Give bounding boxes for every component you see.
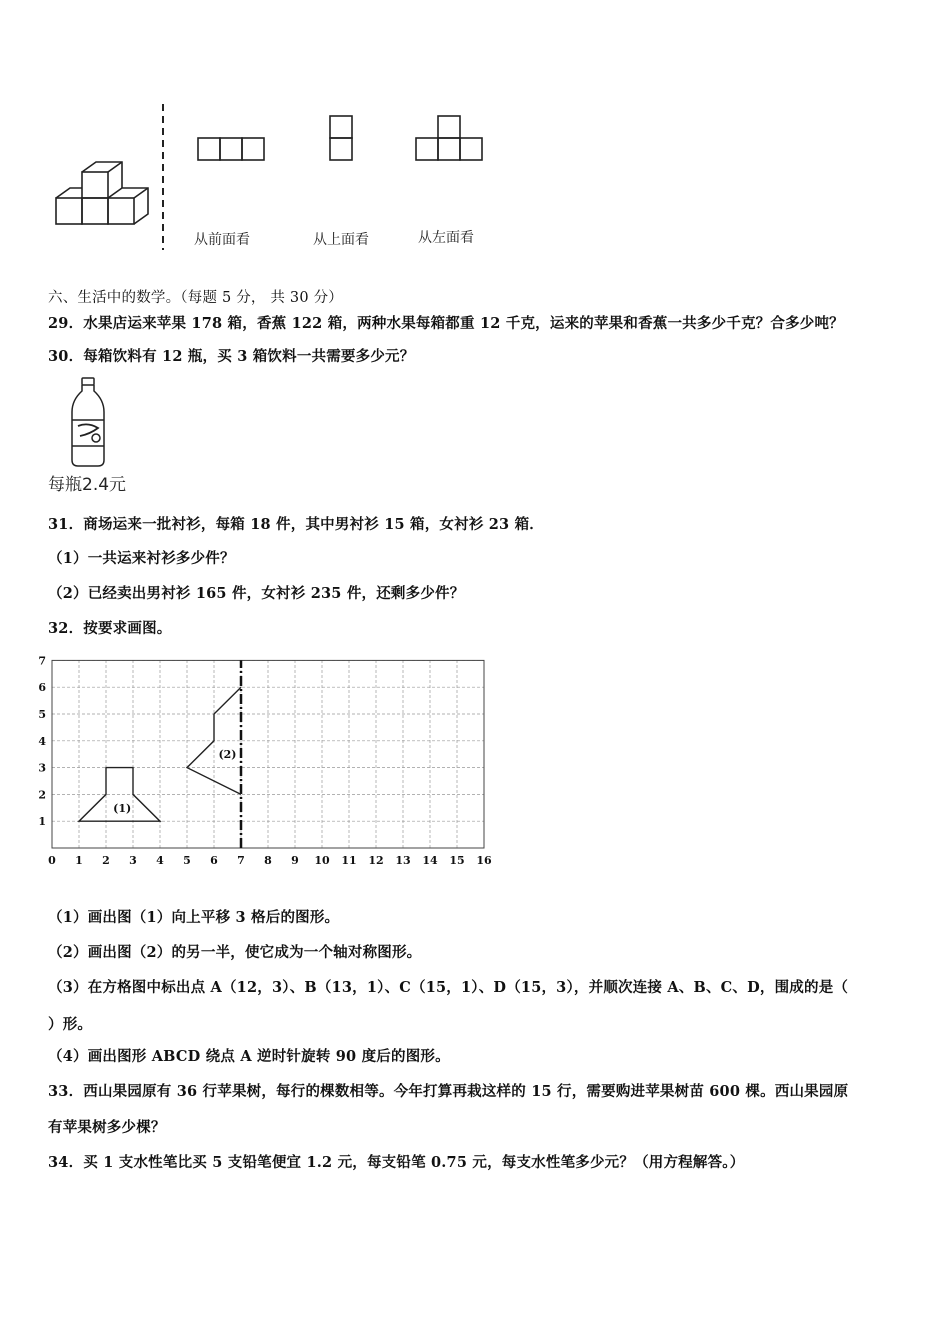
question-32: 32．按要求画图。 — [48, 620, 172, 637]
question-33-line1: 33．西山果园原有 36 行苹果树，每行的棵数相等。今年打算再栽这样的 15 行，需要购进苹果树苗 600 棵。西山果园原 — [48, 1083, 849, 1100]
question-31-sub1: （1）一共运来衬衫多少件？ — [48, 550, 235, 567]
question-31: 31．商场运来一批衬衫，每箱 18 件，其中男衬衫 15 箱，女衬衫 23 箱． — [48, 516, 544, 533]
question-32-sub2: （2）画出图（2）的另一半，使它成为一个轴对称图形。 — [48, 944, 422, 961]
y-tick-label: 5 — [38, 708, 46, 721]
y-tick-label: 1 — [38, 815, 46, 829]
x-tick-label: 7 — [237, 854, 245, 867]
left-view-square — [438, 116, 460, 138]
question-29: 29．水果店运来苹果 178 箱，香蕉 122 箱，两种水果每箱都重 12 千克，运来的苹果和香蕉一共多少千克？合多少吨？ — [48, 315, 844, 332]
x-tick-label: 9 — [291, 854, 299, 867]
cube-bottom-left-front — [56, 198, 82, 224]
x-tick-label: 4 — [156, 854, 164, 867]
top-view-square — [330, 116, 352, 138]
cube-top-front — [82, 172, 108, 198]
question-32-sub3-line1: （3）在方格图中标出点 A（12，3）、B（13，1）、C（15，1）、D（15，3），并顺次连接 A、B、C、D，围成的是（ — [48, 979, 849, 996]
cube-bottom-mid-front — [82, 198, 108, 224]
left-view-square — [438, 138, 460, 160]
bottle-icon — [60, 376, 150, 472]
x-tick-label: 12 — [368, 854, 384, 867]
x-tick-label: 2 — [102, 854, 110, 867]
y-tick-label: 6 — [38, 681, 46, 695]
bottle-illustration — [60, 376, 150, 472]
x-tick-label: 6 — [210, 854, 218, 867]
shape-label-1: (1) — [113, 801, 132, 815]
x-tick-label: 13 — [395, 854, 411, 867]
x-tick-label: 11 — [341, 854, 357, 867]
question-32-sub4: （4）画出图形 ABCD 绕点 A 逆时针旋转 90 度后的图形。 — [48, 1048, 450, 1065]
question-33-line2: 有苹果树多少棵？ — [48, 1119, 166, 1136]
left-view-caption: 从左面看 — [418, 230, 474, 246]
section-heading: 六、生活中的数学。（每题 5 分， 共 30 分） — [48, 290, 343, 306]
grid-chart — [40, 648, 520, 874]
y-tick-label: 2 — [38, 788, 46, 802]
y-tick-label: 4 — [38, 734, 46, 748]
question-34: 34．买 1 支水性笔比买 5 支铅笔便宜 1.2 元，每支铅笔 0.75 元，每支水性笔多少元？（用方程解答。） — [48, 1154, 745, 1171]
top-view-caption: 从上面看 — [313, 232, 369, 248]
front-view-square — [242, 138, 264, 160]
x-tick-label: 8 — [264, 854, 272, 867]
x-tick-label: 14 — [422, 854, 438, 867]
x-tick-label: 15 — [449, 854, 465, 867]
x-tick-label: 3 — [129, 854, 137, 867]
y-tick-label: 7 — [38, 654, 46, 668]
x-tick-label: 10 — [314, 854, 330, 867]
question-31-sub2: （2）已经卖出男衬衫 165 件，女衬衫 235 件，还剩多少件？ — [48, 585, 465, 602]
cube-bottom-right-front — [108, 198, 134, 224]
left-view-square — [416, 138, 438, 160]
shape-label-2: (2) — [218, 748, 237, 762]
front-view-square — [198, 138, 220, 160]
x-tick-label: 0 — [48, 854, 56, 867]
question-30: 30．每箱饮料有 12 瓶，买 3 箱饮料一共需要多少元？ — [48, 348, 415, 365]
left-view-square — [460, 138, 482, 160]
top-view-square — [330, 138, 352, 160]
grid-border — [52, 660, 484, 848]
y-tick-label: 3 — [38, 761, 46, 775]
x-tick-label: 5 — [183, 854, 191, 867]
front-view-square — [220, 138, 242, 160]
x-tick-label: 16 — [476, 854, 492, 867]
bottle-price-caption: 每瓶2.4元 — [48, 475, 127, 495]
question-32-sub1: （1）画出图（1）向上平移 3 格后的图形。 — [48, 909, 340, 926]
front-view-caption: 从前面看 — [194, 232, 250, 248]
question-32-sub3-line2: ）形。 — [48, 1016, 93, 1033]
x-tick-label: 1 — [75, 854, 83, 867]
